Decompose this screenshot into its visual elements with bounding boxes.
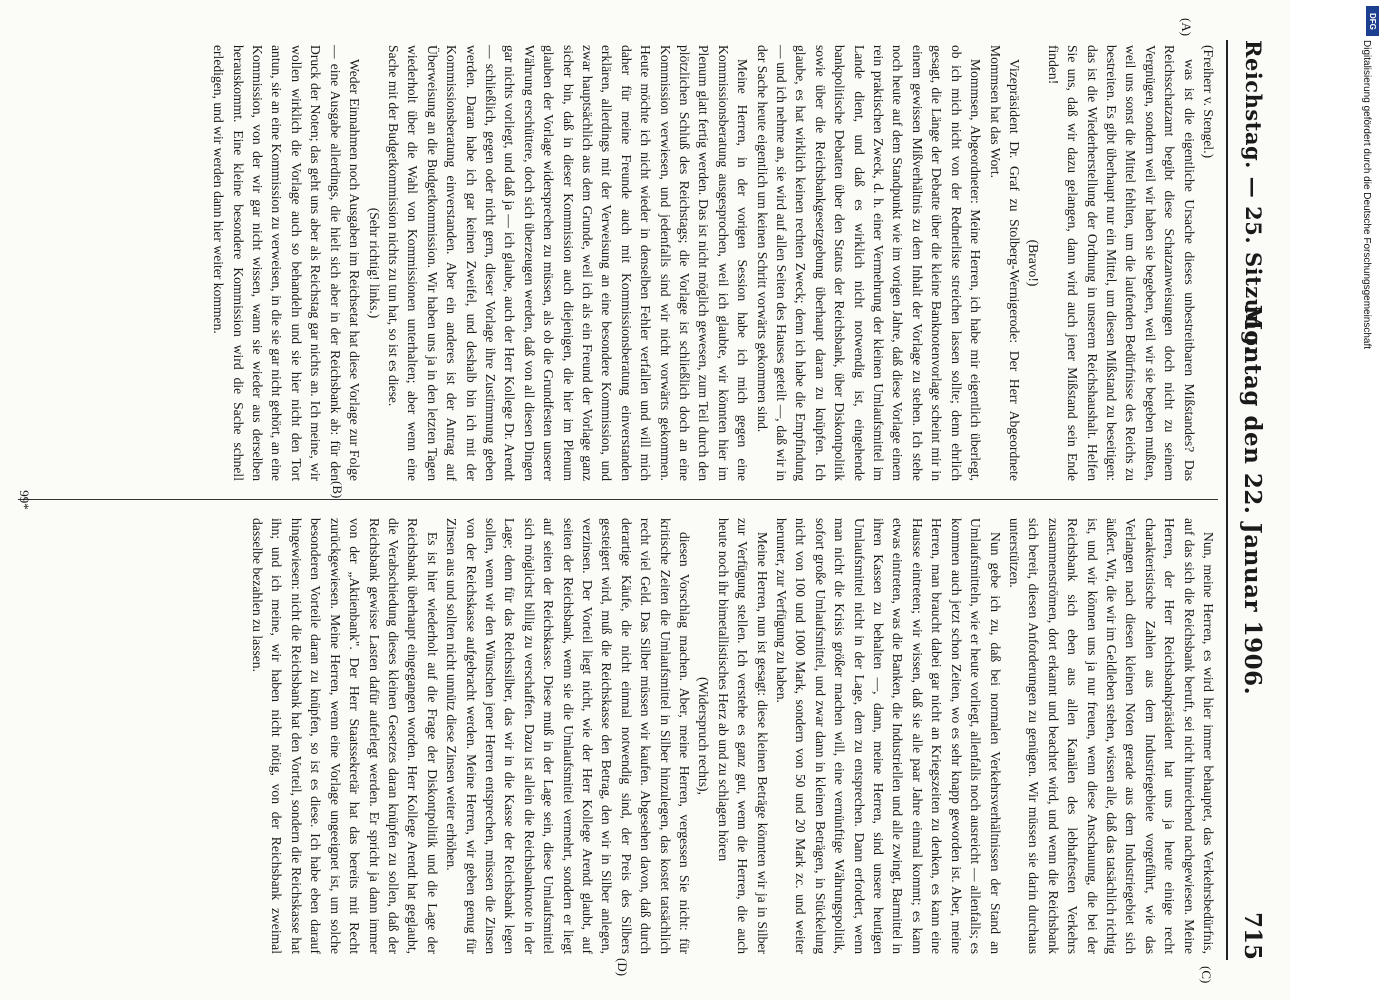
paragraph: (Bravo!) [1026,239,1042,287]
paragraph: Nun, meine Herren, es wird hier immer behauptet, das Verkehrsbedürfnis, auf das sich die Reichsbank beruft, sei nicht hinreichend nachgewiesen. Meine Herren, der Herr Reichsbankpräsident hat uns ja heute einige recht charakteristische Zahlen aus dem Industriegebiete vorgeführt, wie das Verlangen nach diesen kleinen Noten gerade aus dem Industriegebiet sich äußert. Wir, die wir im Geldleben stehen, wissen alle, daß das tatsächlich richtig ist, und wir können uns ja nur freuen, wenn diese Anschauung, die bei der Reichsbank sich eben aus allen Kanälen des lebhaftesten Verkehrs zusammenströmen, dort erkannt und beachtet wird, und wenn die Reichsbank sich bereit, diesen Anforderungen zu genügen. Wir müssen sie darin durchaus unterstützen. [1006,518,1216,954]
paragraph: diesen Vorschlag machen. Aber, meine Herren, vergessen Sie nicht: für kritische Zeiten die Umlaufsmittel in Silber hinzulegen, das kostet tatsächlich recht viel Geld. Das Silber müssen wir kaufen. Abgesehen davon, daß durch derartige Käufe, die nicht einmal notwendig sind, der Preis des Silbers gesteigert wird, muß die Reichskasse den Betrag, den wir in Silber anlegen, verzinsen. Der Vorteil liegt nicht, wie der Herr Kollege Arendt glaubt, auf seiten der Reichsbank, wenn sie die Umlaufsmittel vermehrt, sondern er liegt auf seiten der Reichskasse. Diese muß in der Lage sein, diese Umlaufsmittel sich möglichst billig zu verschaffen. Dazu ist allein die Reichsbanknote in der Lage; denn für das Reichssilber, das wir in die Kasse der Reichsbank legen sollen, wenn wir den Wünschen jener Herren entsprechen, müssen die Zinsen von der Reichskasse aufgebracht werden. Meine Herren, wir geben genug für Zinsen aus und sollten nicht unnütz diese Zinsen weiter erhöhen. [444,518,693,954]
right-text-column [248,518,1218,954]
paragraph: (Widerspruch rechts), [696,677,712,795]
session-date: Montag den 22. Januar 1906. [1239,304,1266,696]
left-text-column [209,45,1218,481]
paragraph: Meine Herren, in der vorigen Session habe ich mich gegen eine Kommissionsberatung ausgesprochen, weil ich glaubte, wir könnten hier im Plenum glatt fertig werden. Das ist nicht möglich gewesen, zum Teil durch den plötzlichen Schluß des Reichstags; die Vorlage ist schließlich doch an eine Kommission verwiesen, und jedenfalls sind wir nicht vorwärts gekommen. Heute möchte ich nicht wieder in denselben Fehler verfallen und will mich daher für meine Freunde auch mit Kommissionsberatung einverstanden erklären, allerdings mit der Verweisung an eine besondere Kommission, und zwar hauptsächlich aus dem Grunde, weil ich als ein Freund der Vorlage ganz sicher bin, daß in dieser Kommission auch diejenigen, die hier im Plenum glauben der Vorlage widersprechen zu müssen, als ob die Grundfesten unserer Währung erschüttere, doch sich überzeugen werden, daß von all diesen Dingen gar nichts vorliegt, und daß ja — ich glaube, auch der Herr Kollege Dr. Arendt — schließlich, gegen oder nicht gern, dieser Vorlage ihre Zustimmung geben werden. Daran habe ich gar keinen Zweifel, und deshalb bin ich mit der Kommissionsberatung einverstanden. Aber ein anderes ist der Antrag auf Überweisung an die Budgetkommission. Wir haben uns ja in den letzten Tagen wiederholt über die Wahl von Kommissionen unterhalten; aber wenn eine Sache mit der Budgetkommission nichts zu tun hat, so ist es diese. [385,45,751,481]
margin-marker-d: (D) [615,958,630,977]
paragraph: Nun gebe ich zu, daß bei normalen Verkehrsverhältnissen der Stand an Umlaufsmitteln, wie er heute vorliegt, allenfalls noch ausreicht — allenfalls; es kommen auch jetzt schon Zeiten, wo es sehr knapp geworden ist. Aber, meine Herren, man braucht dabei gar nicht an Kriegszeiten zu denken, es kann eine Hausse eintreten; wir wissen, daß sie alle paar Jahre einmal kommt; es kann etwas eintreten, was die Banken, die Industriellen und alle zwingt, Barmittel in ihren Kassen zu behalten —, dann, meine Herren, sind unsere heutigen Umlaufsmittel nicht in der Lage, dem zu entsprechen. Dann erfordert, wenn man nicht die Krisis größer machen will, eine vernünftige Währungspolitik, sofort große Umlaufsmittel, und zwar dann in kleinen Beträgen, in Stückelung nicht von 100 und 1000 Mark, sondern von 50 und 20 Mark zc. und weiter herunter, zur Verfügung zu haben. [774,518,1003,954]
margin-marker-b: (B) [330,481,345,499]
paragraph: (Freiherr v. Stengel.) [1201,45,1216,159]
session-title: Reichstag. — 25. Sitzung. [1241,40,1266,354]
paragraph: was ist die eigentliche Ursache dieses unbestreitbaren Mißstandes? Das Reichsschatzamt begibt diese Schatzanweisungen doch nicht zu seinem Vergnügen, sondern weil wir haben sie begeben, weil wir sie begeben mußten, weil uns sonst die Mittel fehlten, um die laufenden Bedürfnisse des Reichs zu bestreiten. Es gibt überhaupt nur ein Mittel, um diesen Mißstand zu beseitigen: das ist die Wiederherstellung der Ordnung in unserem Reichshaushalt. Helfen Sie uns, daß wir dazu gelangen, dann wird auch jener Mißstand sein Ende finden! [1045,45,1197,481]
dfg-logo: DFG [1366,6,1379,36]
page-header [1226,40,1276,960]
paragraph: Es ist hier wiederholt auf die Frage der Diskontpolitik und die Lage der Reichsbank überhaupt eingegangen worden. Herr Kollege Arendt hat geglaubt, die Verabschiedung dieses kleinen Gesetzes daran knüpfen zu sollen, daß der Reichsbank gewisse Lasten dafür auferlegt werden. Er spricht ja dann immer von der „Aktienbank". Der Herr Staatssekretär hat das bereits mit Recht zurückgewiesen. Meine Herren, wenn eine Vorlage ungeeignet ist, um solche besonderen Vorteile daran zu knüpfen, so ist es diese. Ich habe eben darauf hingewiesen: nicht die Reichsbank hat den Vorteil, sondern die Reichskasse hat ihn; und ich meine, wir haben nicht nötig, von der Reichsbank zweimal dasselbe bezahlen zu lassen. [250,518,440,954]
digitization-credit: Digitalisierung gefördert durch die Deutsche Forschungsgemeinschaft [1361,40,1372,350]
paragraph: Vizepräsident Dr. Graf zu Stolberg-Wernigerode: Der Herr Abgeordnete Mommsen hat das Wort. [987,45,1022,481]
margin-marker-c: (C) [1199,966,1214,984]
paragraph: Weder Einnahmen noch Ausgaben im Reichsetat hat diese Vorlage zur Folge — eine Ausgabe allerdings, die hielt sich aber in der Reichsbank ab: für den Druck der Noten; das geht uns aber als Reichstag gar nichts an. Ich meine, wir wollen wirklich die Vorlage auch so behandeln und sie hier nicht den Tort antun, sie an eine Kommission zu verweisen, in die sie gar nicht gehört, an eine Kommission, von der wir gar nicht wissen, wann sie wieder aus derselben herauskommt. Eine kleine besondere Kommission wird die Sache schnell erledigen, und wir werden dann hier weiter kommen. [211,45,363,481]
column-divider [18,499,1218,500]
paragraph: (Sehr richtig! links.) [366,207,382,319]
margin-marker-a: (A) [1179,18,1194,37]
page-number: 715 [1239,911,1266,960]
signature-mark: 99* [17,490,32,510]
paragraph: Mommsen, Abgeordneter: Meine Herren, ich habe mir eigentlich überlegt, ob ich mich nicht von der Rednerliste streichen lassen sollte; denn ehrlich gesagt, die Länge der Debatte über die kleine Banknotenvorlage scheint mir in einem gewissen Mißverhältnis zu dem Inhalt der Vorlage zu stehen. Ich stehe noch heute auf dem Standpunkt wie im vorigen Jahre, daß diese Vorlage einem rein praktischen Zweck, d. h. einer Vermehrung der kleinen Umlaufsmittel im Lande dient, und daß es wirklich nicht notwendig ist, eingehende bankpolitische Debatten über den Status der Reichsbank, über Diskontpolitik sowie über die Reichsbankgesetzgebung überhaupt daran zu knüpfen. Ich glaube, es hat wirklich keinen rechten Zweck; denn ich habe die Empfindung — und ich nehme an, sie wird auf allen Seiten des Hauses geteilt —, daß wir in der Sache heute eigentlich um keinen Schritt vorwärts gekommen sind. [754,45,984,481]
paragraph: Meine Herren, nun ist gesagt: diese kleinen Beträge könnten wir ja in Silber zur Verfügung stellen. Ich verstehe es ganz gut, wenn die Herren, die auch heute noch ihr bimetallistisches Herz ab und zu schlagen hören [715,518,770,954]
